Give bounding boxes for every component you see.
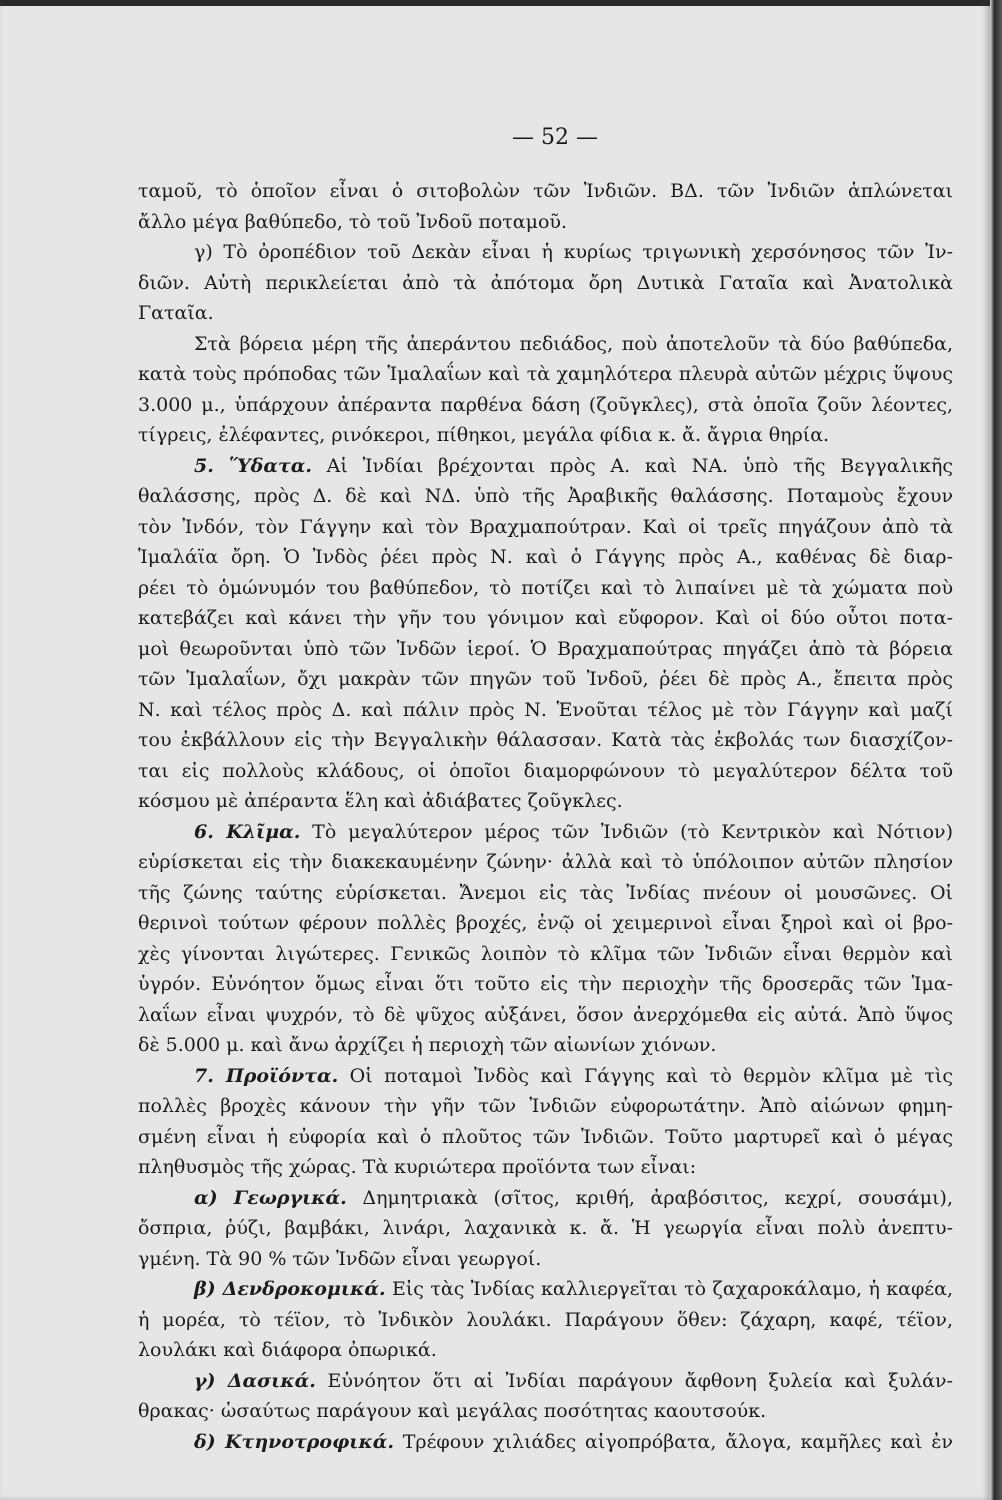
line-text: τίγρεις, ἐλέφαντες, ρινόκεροι, πίθηκοι, μεγάλα φίδια κ. ἄ. ἄγρια θηρία. (138, 424, 830, 446)
line-text: Εὐνόητον ὅτι αἱ Ἰνδίαι παράγουν ἄφθονη ξυλεία καὶ ξυλάν- (315, 1369, 953, 1392)
section-heading-line (138, 1366, 953, 1397)
line-text: θρακας· ὡσαύτως παράγουν καὶ μεγάλας ποσότητας καουτσούκ. (138, 1400, 767, 1422)
text-line (138, 695, 953, 726)
line-text: κατὰ τοὺς πρόποδας τῶν Ἱμαλαΐων καὶ τὰ χαμηλότερα πλευρὰ αὐτῶν μέχρις ὕψους (138, 363, 953, 385)
line-text: σμένη εἶναι ἡ εὐφορία καὶ ὁ πλοῦτος τῶν Ἰνδιῶν. Τοῦτο μαρτυρεῖ καὶ ὁ μέγας (138, 1125, 953, 1148)
text-line (138, 573, 953, 604)
line-text: του ἐκβάλλουν εἰς τὴν Βεγγαλικὴν θάλασσαν. Κατὰ τὰς ἐκβολάς των διασχίζον- (138, 729, 953, 751)
text-line (138, 542, 953, 573)
text-line (138, 237, 953, 268)
text-line (138, 664, 953, 695)
text-line (138, 756, 953, 787)
line-text: ταμοῦ, τὸ ὁποῖον εἶναι ὁ σιτοβολὼν τῶν Ἰνδιῶν. ΒΔ. τῶν Ἰνδιῶν ἁπλώνεται (138, 180, 953, 202)
line-text: τῶν Ἱμαλαΐων, ὄχι μακρὰν τῶν πηγῶν τοῦ Ἰνδοῦ, ῥέει δὲ πρὸς Α., ἔπειτα πρὸς (138, 668, 953, 690)
text-line (138, 359, 953, 390)
line-text: πολλὲς βροχὲς κάνουν τὴν γῆν τῶν Ἰνδιῶν εὐφορωτάτην. Ἀπὸ αἰώνων φημη- (138, 1095, 953, 1117)
line-text: λουλάκι καὶ διάφορα ὀπωρικά. (138, 1339, 437, 1361)
text-line (138, 1152, 953, 1183)
text-line (138, 1305, 953, 1336)
section-heading: α) Γεωργικά. (194, 1186, 347, 1209)
line-text: χὲς γίνονται λιγώτερες. Γενικῶς λοιπὸν τὸ κλῖμα τῶν Ἰνδιῶν εἶναι θερμὸν καὶ (138, 942, 953, 965)
text-line (138, 603, 953, 634)
line-text: διῶν. Αὐτὴ περικλείεται ἀπὸ τὰ ἀπότομα ὄρη Δυτικὰ Γαταῖα καὶ Ἀνατολικὰ (138, 271, 953, 294)
line-text: Οἱ ποταμοὶ Ἰνδὸς καὶ Γάγγης καὶ τὸ θερμὸν κλῖμα μὲ τὶς (338, 1064, 953, 1087)
text-line (138, 176, 953, 207)
text-line (138, 908, 953, 939)
text-line (138, 878, 953, 909)
text-line (138, 969, 953, 1000)
section-heading: 7. Προϊόντα. (194, 1064, 339, 1087)
text-line (138, 1091, 953, 1122)
text-line (138, 1213, 953, 1244)
text-line (138, 1244, 953, 1275)
text-line (138, 725, 953, 756)
section-heading-line (138, 1274, 953, 1305)
line-text: Τὸ μεγαλύτερον μέρος τῶν Ἰνδιῶν (τὸ Κεντρικὸν καὶ Νότιον) (300, 820, 953, 843)
text-line (138, 512, 953, 543)
line-text: Τρέφουν χιλιάδες αἰγοπρόβατα, ἄλογα, καμῆλες καὶ ἐν (393, 1430, 953, 1453)
line-text: Αἱ Ἰνδίαι βρέχονται πρὸς Α. καὶ ΝΑ. ὑπὸ τῆς Βεγγαλικῆς (311, 454, 953, 477)
text-line (138, 390, 953, 421)
text-line (138, 298, 953, 329)
line-text: κατεβάζει καὶ κάνει τὴν γῆν του γόνιμον καὶ εὔφορον. Καὶ οἱ δύο οὗτοι ποτα- (138, 607, 953, 629)
book-spine (990, 0, 1002, 1500)
section-heading-line (138, 1183, 953, 1214)
section-heading-line (138, 817, 953, 848)
text-line (138, 268, 953, 299)
line-text: ρέει τὸ ὁμώνυμόν του βαθύπεδον, τὸ ποτίζει καὶ τὸ λιπαίνει μὲ τὰ χώματα ποὺ (138, 576, 953, 599)
line-text: ὑγρόν. Εὐνόητον ὅμως εἶναι ὅτι τοῦτο εἰς τὴν περιοχὴν τῆς δροσερᾶς τῶν Ἱμα- (138, 973, 953, 995)
line-text: κόσμου μὲ ἀπέραντα ἕλη καὶ ἀδιάβατες ζοῦγκλες. (138, 790, 623, 812)
section-heading: 5. Ὕδατα. (194, 454, 312, 477)
text-line (138, 481, 953, 512)
line-text: Δημητριακὰ (σῖτος, κριθή, ἀραβόσιτος, κεχρί, σουσάμι), (346, 1186, 953, 1209)
text-line (138, 634, 953, 665)
section-heading: β) Δενδροκομικά. (194, 1278, 386, 1300)
line-text: Εἰς τὰς Ἰνδίας καλλιεργεῖται τὸ ζαχαροκάλαμο, ἡ καφέα, (385, 1278, 953, 1300)
text-line (138, 847, 953, 878)
page-top-edge (0, 0, 990, 6)
line-text: εὑρίσκεται εἰς τὴν διακεκαυμένην ζώνην· ἀλλὰ καὶ τὸ ὑπόλοιπον αὐτῶν πλησίον (138, 851, 953, 873)
line-text: θερινοὶ τούτων φέρουν πολλὲς βροχές, ἐνῷ οἱ χειμερινοὶ εἶναι ξηροὶ καὶ οἱ βρο- (138, 912, 953, 934)
line-text: ἡ μορέα, τὸ τέϊον, τὸ Ἰνδικὸν λουλάκι. Παράγουν ὅθεν: ζάχαρη, καφέ, τέϊον, (138, 1308, 953, 1331)
line-text: γμένη. Τὰ 90 % τῶν Ἰνδῶν εἶναι γεωργοί. (138, 1247, 542, 1270)
body-text (138, 176, 953, 1457)
line-text: λαΐων εἶναι ψυχρόν, τὸ δὲ ψῦχος αὐξάνει, ὅσον ἀνερχόμεθα εἰς αὐτά. Ἀπὸ ὕψος (138, 1003, 953, 1026)
text-line (138, 329, 953, 360)
line-text: πληθυσμὸς τῆς χώρας. Τὰ κυριώτερα προϊόντα των εἶναι: (138, 1156, 697, 1178)
text-line (138, 420, 953, 451)
text-line (138, 1122, 953, 1153)
line-text: Ἱμαλάϊα ὄρη. Ὁ Ἰνδὸς ῥέει πρὸς Ν. καὶ ὁ Γάγγης πρὸς Α., καθένας δὲ διαρ- (138, 546, 953, 568)
section-heading-line (138, 451, 953, 482)
line-text: τὸν Ἰνδόν, τὸν Γάγγην καὶ τὸν Βραχμαπούτραν. Καὶ οἱ τρεῖς πηγάζουν ἀπὸ τὰ (138, 515, 953, 538)
text-line (138, 1335, 953, 1366)
text-line (138, 1396, 953, 1427)
line-text: 3.000 μ., ὑπάρχουν ἀπέραντα παρθένα δάση (ζοῦγκλες), στὰ ὁποῖα ζοῦν λέοντες, (138, 393, 953, 416)
line-text: γ) Τὸ ὀροπέδιον τοῦ Δεκὰν εἶναι ἡ κυρίως τριγωνικὴ χερσόνησος τῶν Ἰν- (194, 241, 953, 263)
section-heading: δ) Κτηνοτροφικά. (194, 1430, 394, 1453)
section-heading: 6. Κλῖμα. (194, 820, 301, 843)
line-text: Ν. καὶ τέλος πρὸς Δ. καὶ πάλιν πρὸς Ν. Ἑνοῦται τέλος μὲ τὸν Γάγγην καὶ μαζί (138, 698, 953, 721)
page-number: — 52 — (512, 125, 598, 150)
text-line (138, 786, 953, 817)
line-text: ἄλλο μέγα βαθύπεδο, τὸ τοῦ Ἰνδοῦ ποταμοῦ. (138, 210, 567, 233)
section-heading-line (138, 1061, 953, 1092)
section-heading-line (138, 1427, 953, 1458)
line-text: Γαταῖα. (138, 302, 214, 324)
line-text: Στὰ βόρεια μέρη τῆς ἀπεράντου πεδιάδος, ποὺ ἀποτελοῦν τὰ δύο βαθύπεδα, (194, 332, 953, 355)
line-text: θαλάσσης, πρὸς Δ. δὲ καὶ ΝΔ. ὑπὸ τῆς Ἀραβικῆς θαλάσσης. Ποταμοὺς ἔχουν (138, 485, 953, 507)
line-text: ὄσπρια, ῥύζι, βαμβάκι, λινάρι, λαχανικὰ κ. ἄ. Ἡ γεωργία εἶναι πολὺ ἀνεπτυ- (138, 1217, 953, 1239)
line-text: τῆς ζώνης ταύτης εὑρίσκεται. Ἄνεμοι εἰς τὰς Ἰνδίας πνέουν οἱ μουσῶνες. Οἱ (138, 881, 953, 904)
text-line (138, 1000, 953, 1031)
text-line (138, 939, 953, 970)
text-line (138, 1030, 953, 1061)
section-heading: γ) Δασικά. (194, 1369, 316, 1392)
line-text: δὲ 5.000 μ. καὶ ἄνω ἀρχίζει ἡ περιοχὴ τῶν αἰωνίων χιόνων. (138, 1034, 717, 1056)
line-text: ται εἰς πολλοὺς κλάδους, οἱ ὁποῖοι διαμορφώνουν τὸ μεγαλύτερον δέλτα τοῦ (138, 759, 953, 782)
line-text: μοὶ θεωροῦνται ὑπὸ τῶν Ἰνδῶν ἱεροί. Ὁ Βραχμαπούτρας πηγάζει ἀπὸ τὰ βόρεια (138, 637, 953, 660)
text-line (138, 207, 953, 238)
